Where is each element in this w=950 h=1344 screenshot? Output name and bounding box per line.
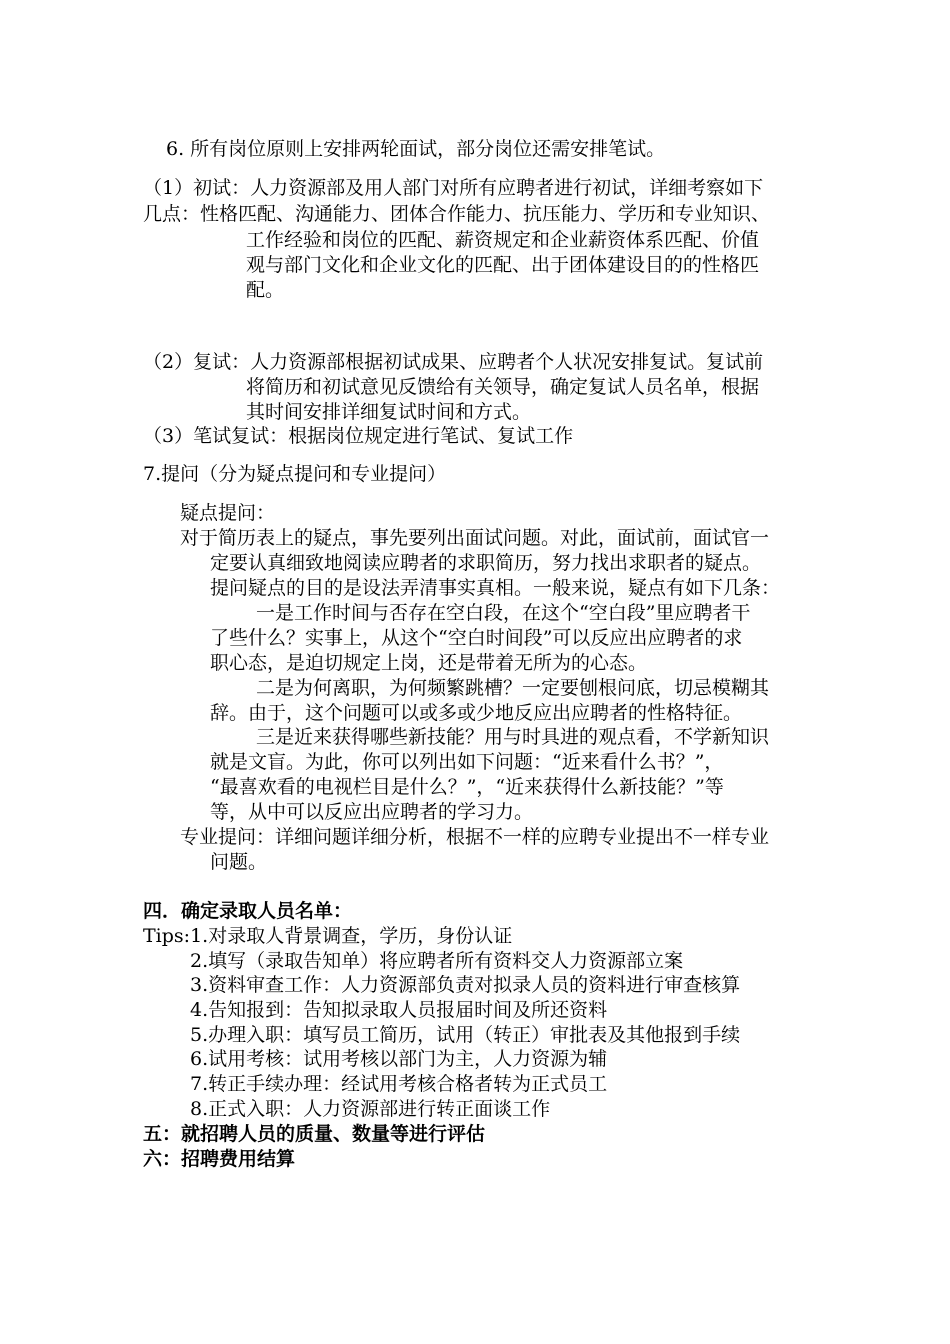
point-3-line-1: 三是近来获得哪些新技能？用与时具进的观点看，不学新知识 xyxy=(256,726,770,748)
point-2-line-2: 辞。由于，这个问题可以或多或少地反应出应聘者的性格特征。 xyxy=(210,702,743,724)
tips-item-5: 5.办理入职：填写员工简历，试用（转正）审批表及其他报到手续 xyxy=(190,1024,741,1046)
second-round-line-2: 将简历和初试意见反馈给有关领导，确定复试人员名单，根据 xyxy=(246,376,760,398)
tips-item-4: 4.告知报到：告知拟录取人员报届时间及所还资料 xyxy=(190,999,608,1021)
section-6b-title: 六：招聘费用结算 xyxy=(143,1148,296,1170)
doubt-intro-line-2: 定要认真细致地阅读应聘者的求职简历，努力找出求职者的疑点。 xyxy=(210,552,762,574)
section-4-title: 四．确定录取人员名单： xyxy=(143,900,353,922)
written-round: （3）笔试复试：根据岗位规定进行笔试、复试工作 xyxy=(143,425,574,447)
tips-item-2: 2.填写（录取告知单）将应聘者所有资料交人力资源部立案 xyxy=(190,950,684,972)
section-6-title: 6. 所有岗位原则上安排两轮面试，部分岗位还需安排笔试。 xyxy=(166,138,666,160)
second-round-line-1: （2）复试：人力资源部根据初试成果、应聘者个人状况安排复试。复试前 xyxy=(143,351,764,373)
point-1-line-3: 职心态，是迫切规定上岗，还是带着无所为的心态。 xyxy=(210,652,648,674)
professional-line-2: 问题。 xyxy=(210,851,268,873)
point-3-line-4: 等，从中可以反应出应聘者的学习力。 xyxy=(210,801,534,823)
doubt-heading: 疑点提问： xyxy=(180,502,276,524)
doubt-intro-line-1: 对于简历表上的疑点，事先要列出面试问题。对此，面试前，面试官一 xyxy=(180,527,770,549)
tips-item-8: 8.正式入职：人力资源部进行转正面谈工作 xyxy=(190,1098,551,1120)
doubt-intro-line-3: 提问疑点的目的是设法弄清事实真相。一般来说，疑点有如下几条： xyxy=(210,577,781,599)
point-2-line-1: 二是为何离职，为何频繁跳槽？一定要刨根问底，切忌模糊其 xyxy=(256,677,770,699)
second-round-line-3: 其时间安排详细复试时间和方式。 xyxy=(246,401,532,423)
section-5-title: 五：就招聘人员的质量、数量等进行评估 xyxy=(143,1123,486,1145)
tips-item-7: 7.转正手续办理：经试用考核合格者转为正式员工 xyxy=(190,1073,608,1095)
tips-item-6: 6.试用考核：试用考核以部门为主，人力资源为辅 xyxy=(190,1048,608,1070)
tips-item-3: 3.资料审查工作：人力资源部负责对拟录人员的资料进行审查核算 xyxy=(190,974,741,996)
point-3-line-3: “最喜欢看的电视栏目是什么？”，“近来获得什么新技能？”等 xyxy=(210,776,724,798)
section-7-title: 7.提问（分为疑点提问和专业提问） xyxy=(143,463,447,485)
first-round-line-2: 几点：性格匹配、沟通能力、团体合作能力、抗压能力、学历和专业知识、 xyxy=(143,203,771,225)
professional-line-1: 专业提问：详细问题详细分析，根据不一样的应聘专业提出不一样专业 xyxy=(180,826,770,848)
point-3-line-2: 就是文盲。为此，你可以列出如下问题：“近来看什么书？”， xyxy=(210,751,724,773)
first-round-line-4: 观与部门文化和企业文化的匹配、出于团体建设目的的性格匹 xyxy=(246,254,760,276)
first-round-line-3: 工作经验和岗位的匹配、薪资规定和企业薪资体系匹配、价值 xyxy=(246,229,760,251)
point-1-line-2: 了些什么？实事上，从这个“空白时间段”可以反应出应聘者的求 xyxy=(210,627,743,649)
tips-item-1: Tips:1.对录取人背景调查，学历，身份认证 xyxy=(143,925,513,947)
first-round-line-1: （1）初试：人力资源部及用人部门对所有应聘者进行初试，详细考察如下 xyxy=(143,177,764,199)
first-round-line-5: 配。 xyxy=(246,279,285,301)
point-1-line-1: 一是工作时间与否存在空白段，在这个“空白段”里应聘者干 xyxy=(256,602,751,624)
